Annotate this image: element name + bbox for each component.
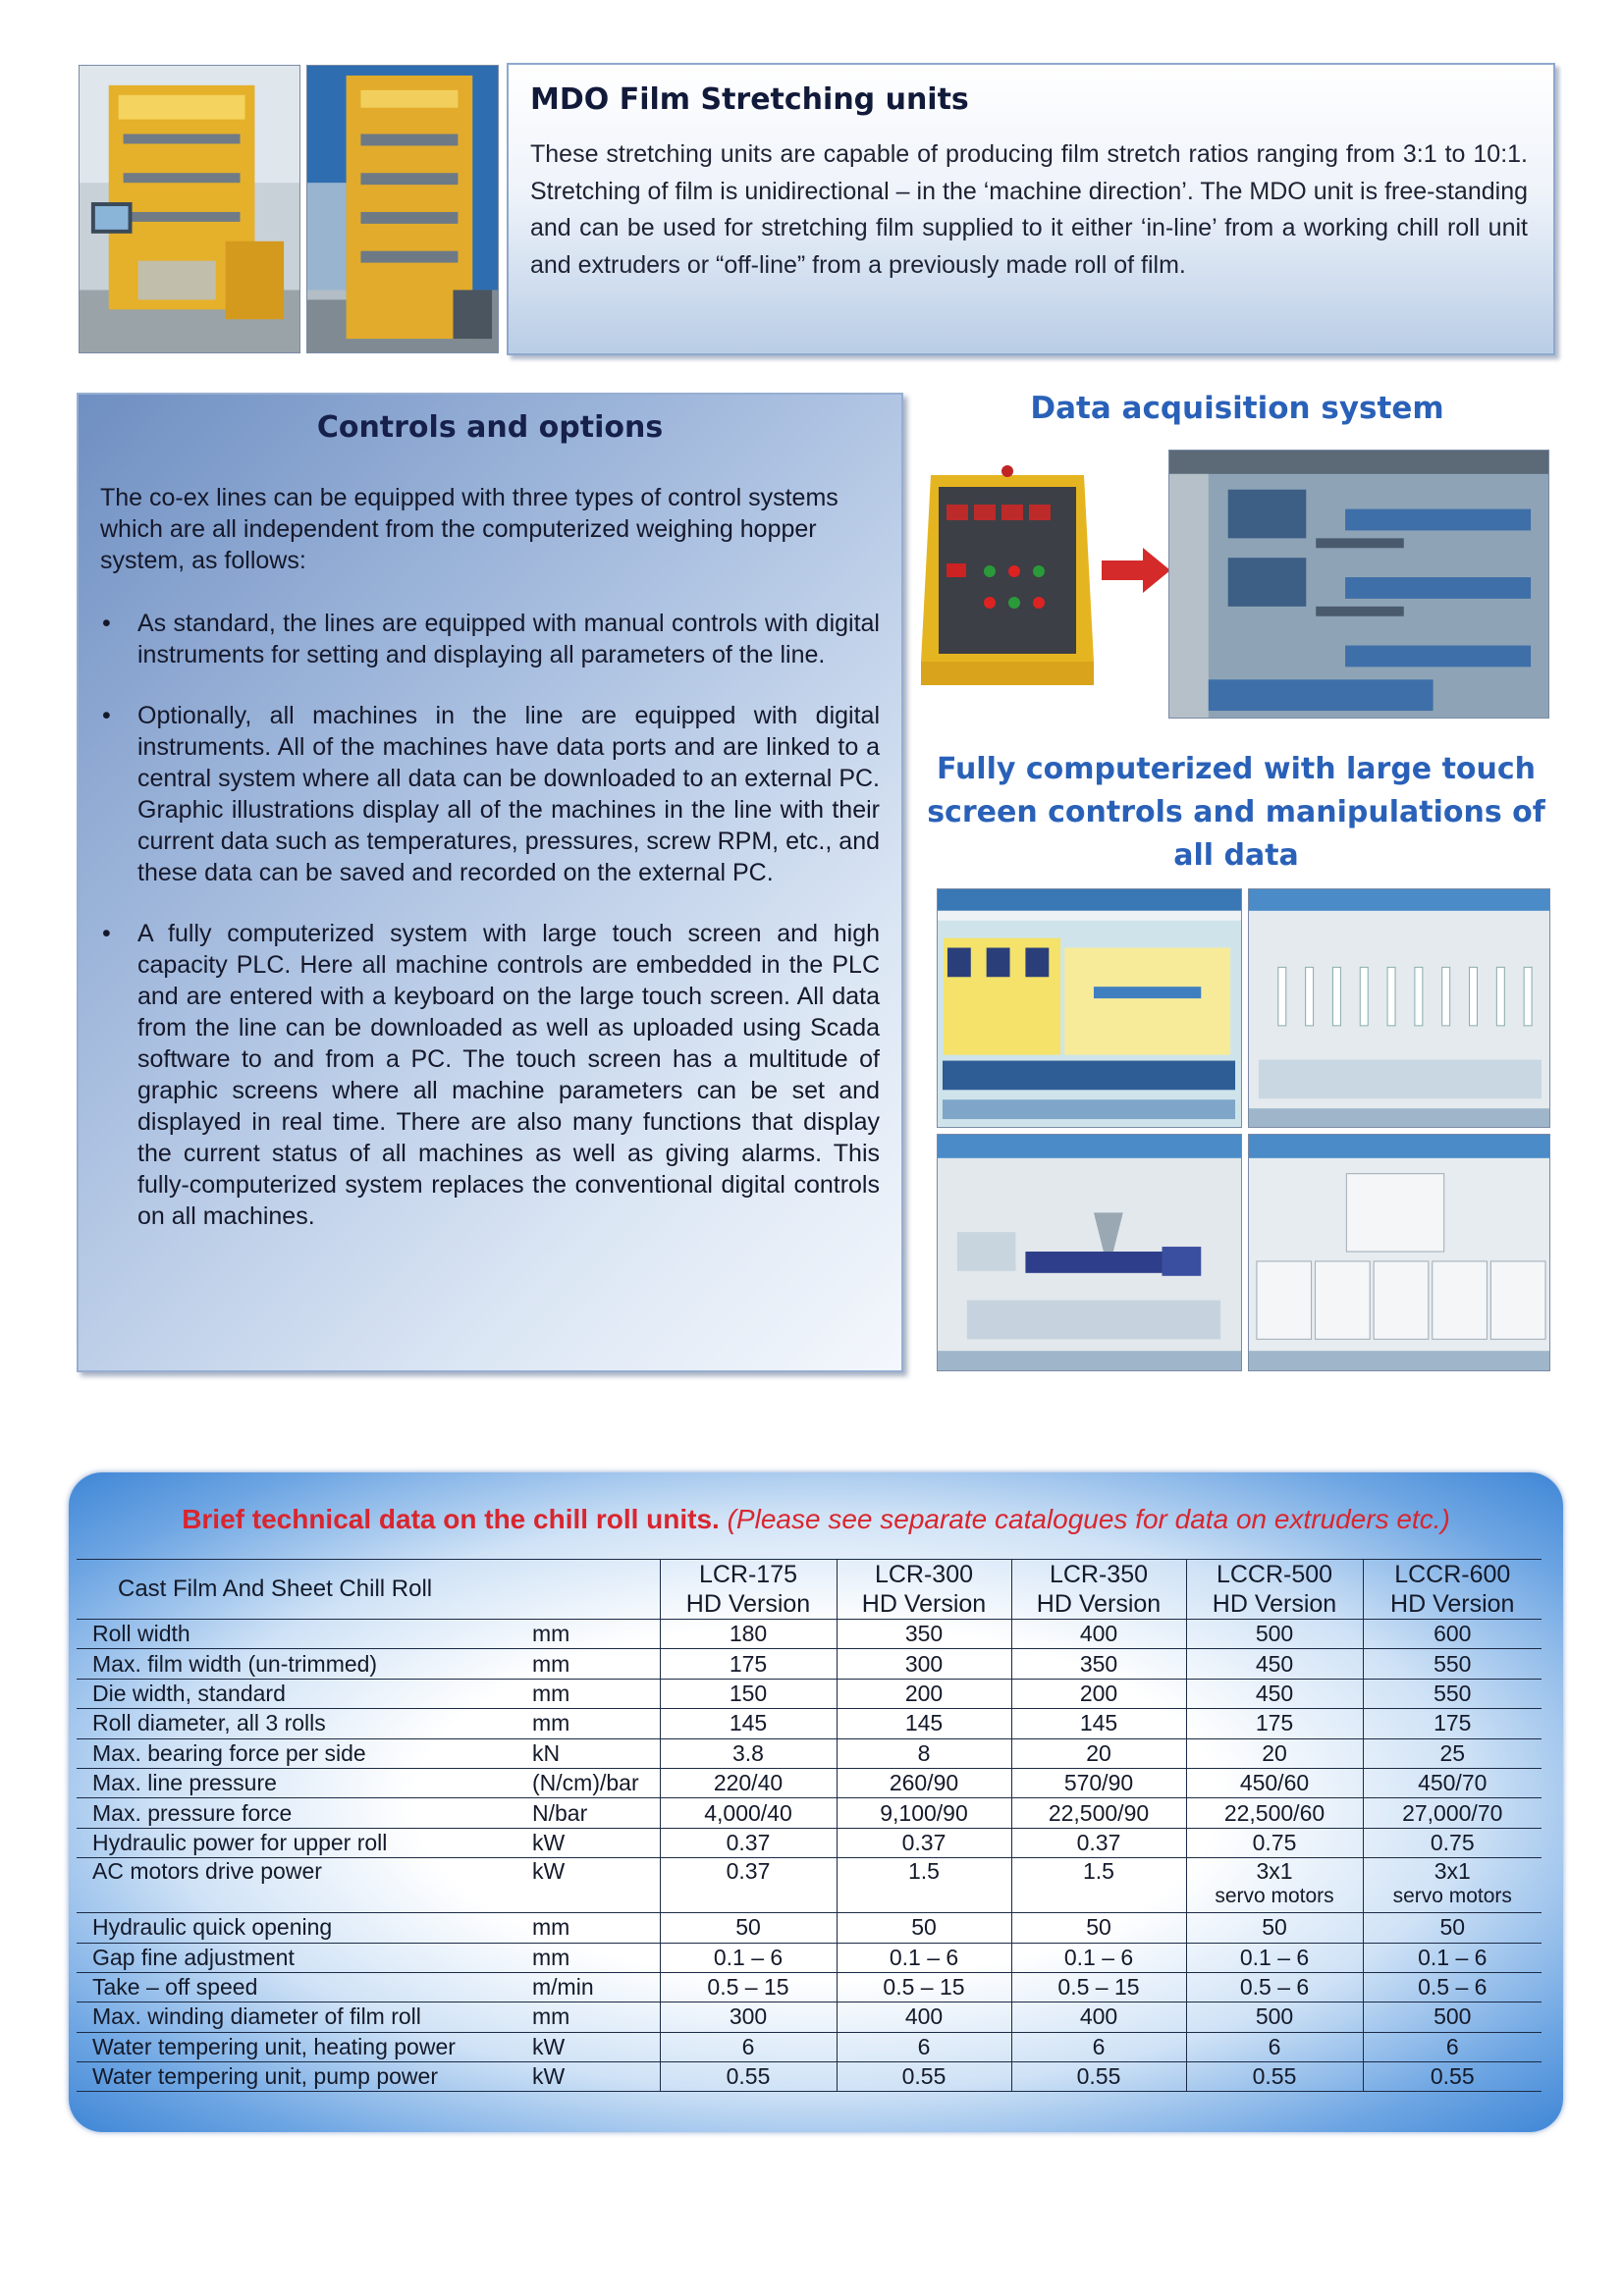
spec-heading-main: Brief technical data on the chill roll units.	[182, 1504, 720, 1534]
table-cell-value: 50	[837, 1913, 1011, 1943]
table-cell-value: 500	[1363, 2002, 1542, 2032]
table-cell-param: Roll diameter, all 3 rolls	[77, 1709, 530, 1738]
table-row	[77, 1649, 1542, 1679]
table-cell-value: 570/90	[1011, 1768, 1186, 1797]
table-header-model: LCR-300 HD Version	[837, 1560, 1011, 1620]
table-cell-value: 175	[1363, 1709, 1542, 1738]
table-cell-value: 9,100/90	[837, 1798, 1011, 1828]
spec-panel	[69, 1472, 1563, 2132]
table-cell-value: 0.75	[1186, 1828, 1363, 1857]
table-header-model: LCCR-500 HD Version	[1186, 1560, 1363, 1620]
table-cell-value: 500	[1186, 2002, 1363, 2032]
table-cell-param: Take – off speed	[77, 1972, 530, 2002]
controls-section	[77, 393, 903, 1372]
table-cell-unit: mm	[530, 1679, 660, 1708]
table-row	[77, 1620, 1542, 1649]
table-row	[77, 1709, 1542, 1738]
table-header-model: LCCR-600 HD Version	[1363, 1560, 1542, 1620]
table-row	[77, 1858, 1542, 1913]
table-cell-value: 0.37	[660, 1828, 837, 1857]
table-cell-param: Max. film width (un-trimmed)	[77, 1649, 530, 1679]
table-cell-value: 3.8	[660, 1738, 837, 1768]
touch-screen-extruder	[937, 1134, 1242, 1371]
table-row	[77, 1913, 1542, 1943]
table-cell-value: 20	[1011, 1738, 1186, 1768]
machine-photo-2	[306, 65, 499, 353]
daq-screen-photo	[1168, 450, 1549, 719]
table-cell-value: 300	[837, 1649, 1011, 1679]
daq-heading: Data acquisition system	[1030, 391, 1444, 426]
table-cell-value: 0.1 – 6	[660, 1943, 837, 1972]
table-cell-value: 0.75	[1363, 1828, 1542, 1857]
table-cell-unit: mm	[530, 1620, 660, 1649]
table-cell-unit: kW	[530, 1828, 660, 1857]
table-cell-value: 22,500/60	[1186, 1798, 1363, 1828]
table-cell-value: 550	[1363, 1679, 1542, 1708]
table-header-model: LCR-350 HD Version	[1011, 1560, 1186, 1620]
table-cell-param: Hydraulic power for upper roll	[77, 1828, 530, 1857]
table-row	[77, 2032, 1542, 2061]
table-cell-param: Max. pressure force	[77, 1798, 530, 1828]
table-cell-value: 145	[837, 1709, 1011, 1738]
table-cell-value: 50	[1011, 1913, 1186, 1943]
table-cell-value: 6	[1011, 2032, 1186, 2061]
table-cell-value: 0.5 – 15	[660, 1972, 837, 2002]
control-panel-photo	[921, 465, 1094, 689]
table-cell-value: 450/70	[1363, 1768, 1542, 1797]
table-header-model: LCR-175 HD Version	[660, 1560, 837, 1620]
table-cell-value: 400	[837, 2002, 1011, 2032]
table-row	[77, 1943, 1542, 1972]
table-cell-unit: kN	[530, 1738, 660, 1768]
table-cell-value: 4,000/40	[660, 1798, 837, 1828]
table-cell-value: 3x1 servo motors	[1186, 1858, 1363, 1913]
table-cell-param: Hydraulic quick opening	[77, 1913, 530, 1943]
table-cell-value: 1.5	[1011, 1858, 1186, 1913]
table-row	[77, 1738, 1542, 1768]
table-cell-value: 180	[660, 1620, 837, 1649]
table-cell-value: 0.37	[1011, 1828, 1186, 1857]
table-cell-value: 0.55	[837, 2062, 1011, 2092]
table-cell-value: 0.1 – 6	[1186, 1943, 1363, 1972]
table-cell-value: 550	[1363, 1649, 1542, 1679]
table-cell-value: 200	[1011, 1679, 1186, 1708]
table-row	[77, 1679, 1542, 1708]
table-cell-value: 0.5 – 15	[1011, 1972, 1186, 2002]
table-cell-value: 260/90	[837, 1768, 1011, 1797]
table-cell-value: 400	[1011, 2002, 1186, 2032]
table-cell-value: 0.37	[837, 1828, 1011, 1857]
table-cell-value: 25	[1363, 1738, 1542, 1768]
table-cell-value: 0.1 – 6	[1363, 1943, 1542, 1972]
table-cell-param: AC motors drive power	[77, 1858, 530, 1913]
table-cell-value: 0.55	[660, 2062, 837, 2092]
table-cell-value: 300	[660, 2002, 837, 2032]
table-cell-param: Max. bearing force per side	[77, 1738, 530, 1768]
table-cell-value: 22,500/90	[1011, 1798, 1186, 1828]
table-cell-param: Die width, standard	[77, 1679, 530, 1708]
table-header-label: Cast Film And Sheet Chill Roll	[77, 1560, 660, 1620]
table-cell-unit: m/min	[530, 1972, 660, 2002]
table-cell-value: 50	[660, 1913, 837, 1943]
machine-photo-1	[79, 65, 300, 353]
table-cell-value: 145	[1011, 1709, 1186, 1738]
table-cell-value: 1.5	[837, 1858, 1011, 1913]
table-cell-value: 0.5 – 15	[837, 1972, 1011, 2002]
table-cell-value: 145	[660, 1709, 837, 1738]
list-item: • A fully computerized system with large touch screen and high capacity PLC. Here all machine controls are embedded in the PLC and are entered with a keyboard on the large touch screen. All data from the line can be downloaded as well as uploaded using Scada software to and from a PC. The touch screen has a multitude of graphic screens where all machine parameters can be set and displayed in real time. There are also many functions that display the current status of all machines as well as giving alarms. This fully-computerized system replaces the conventional digital controls on all machines.	[102, 920, 880, 1230]
table-cell-value: 50	[1186, 1913, 1363, 1943]
table-cell-value: 3x1 servo motors	[1363, 1858, 1542, 1913]
table-row	[77, 2062, 1542, 2092]
arrow-right-icon	[1102, 546, 1170, 595]
table-cell-value: 0.1 – 6	[837, 1943, 1011, 1972]
table-row	[77, 1798, 1542, 1828]
table-cell-unit: mm	[530, 1943, 660, 1972]
touch-screen-temperatures	[1248, 888, 1550, 1128]
spec-heading	[69, 1504, 1563, 1535]
table-cell-param: Gap fine adjustment	[77, 1943, 530, 1972]
table-cell-value: 27,000/70	[1363, 1798, 1542, 1828]
table-cell-value: 6	[1363, 2032, 1542, 2061]
spec-heading-note: (Please see separate catalogues for data on extruders etc.)	[727, 1504, 1450, 1534]
table-cell-param: Max. winding diameter of film roll	[77, 2002, 530, 2032]
list-item: • As standard, the lines are equipped with manual controls with digital instruments for setting and displaying all parameters of the line.	[102, 610, 880, 668]
table-cell-value: 0.55	[1363, 2062, 1542, 2092]
table-cell-value: 20	[1186, 1738, 1363, 1768]
table-cell-value: 0.5 – 6	[1363, 1972, 1542, 2002]
table-cell-value: 0.37	[660, 1858, 837, 1913]
table-cell-unit: mm	[530, 1709, 660, 1738]
touch-screen-overview	[937, 888, 1242, 1128]
table-cell-value: 8	[837, 1738, 1011, 1768]
table-cell-param: Water tempering unit, heating power	[77, 2032, 530, 2061]
table-cell-param: Roll width	[77, 1620, 530, 1649]
table-row	[77, 1768, 1542, 1797]
table-cell-value: 400	[1011, 1620, 1186, 1649]
table-cell-unit: kW	[530, 2032, 660, 2061]
mdo-description: These stretching units are capable of producing film stretch ratios ranging from 3:1 to 10:1. Stretching of film is unidirectional – in the ‘machine direction’. The MDO unit is free-standing and can be used for stretching film supplied to it either ‘in-line’ from a working chill roll unit and extruders or “off-line” from a previously made roll of film.	[530, 140, 1528, 279]
list-item: • Optionally, all machines in the line are equipped with digital instruments. All of the machines have data ports and are linked to a central system where all data can be downloaded to an external PC. Graphic illustrations display all of the machines in the line with their current data such as temperatures, pressures, screw RPM, etc., and these data can be saved and recorded on the external PC.	[102, 702, 880, 886]
table-cell-value: 350	[1011, 1649, 1186, 1679]
mdo-title: MDO Film Stretching units	[530, 82, 969, 117]
table-cell-value: 6	[660, 2032, 837, 2061]
table-cell-value: 150	[660, 1679, 837, 1708]
table-cell-unit: (N/cm)/bar	[530, 1768, 660, 1797]
table-cell-value: 450	[1186, 1679, 1363, 1708]
touch-screen-settings	[1248, 1134, 1550, 1371]
mdo-section	[507, 63, 1555, 355]
table-row	[77, 1972, 1542, 2002]
table-cell-value: 450	[1186, 1649, 1363, 1679]
table-cell-value: 220/40	[660, 1768, 837, 1797]
table-cell-unit: mm	[530, 2002, 660, 2032]
table-header-row	[77, 1560, 1542, 1620]
touch-heading: Fully computerized with large touch screen controls and manipulations of all data	[927, 752, 1545, 873]
table-cell-value: 500	[1186, 1620, 1363, 1649]
table-cell-value: 50	[1363, 1913, 1542, 1943]
table-cell-value: 0.5 – 6	[1186, 1972, 1363, 2002]
table-cell-value: 175	[1186, 1709, 1363, 1738]
controls-intro: The co-ex lines can be equipped with three types of control systems which are all independent from the computerized weighing hopper system, as follows:	[100, 484, 839, 574]
table-cell-value: 0.55	[1186, 2062, 1363, 2092]
table-cell-unit: mm	[530, 1649, 660, 1679]
table-cell-value: 6	[1186, 2032, 1363, 2061]
table-cell-value: 450/60	[1186, 1768, 1363, 1797]
table-cell-param: Water tempering unit, pump power	[77, 2062, 530, 2092]
table-cell-value: 350	[837, 1620, 1011, 1649]
spec-table	[77, 1559, 1542, 2092]
table-cell-value: 0.55	[1011, 2062, 1186, 2092]
controls-title: Controls and options	[316, 410, 664, 445]
table-cell-unit: N/bar	[530, 1798, 660, 1828]
table-cell-value: 175	[660, 1649, 837, 1679]
table-cell-value: 6	[837, 2032, 1011, 2061]
table-cell-value: 0.1 – 6	[1011, 1943, 1186, 1972]
table-cell-unit: kW	[530, 1858, 660, 1913]
table-cell-unit: kW	[530, 2062, 660, 2092]
table-cell-value: 600	[1363, 1620, 1542, 1649]
table-cell-param: Max. line pressure	[77, 1768, 530, 1797]
table-row	[77, 2002, 1542, 2032]
table-row	[77, 1828, 1542, 1857]
table-cell-value: 200	[837, 1679, 1011, 1708]
table-cell-unit: mm	[530, 1913, 660, 1943]
